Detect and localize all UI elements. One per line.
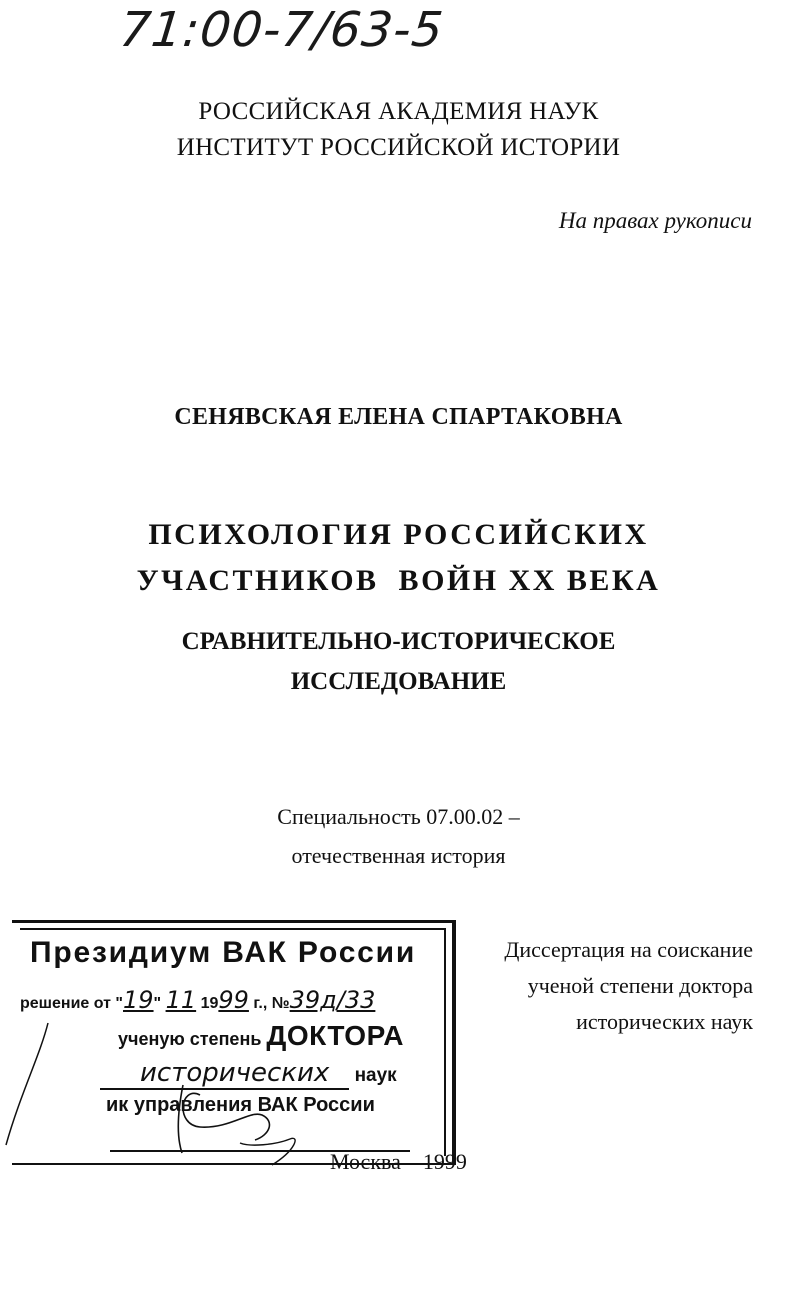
- stamp-field-handwritten: исторических: [100, 1058, 349, 1090]
- place-and-year: Москва – 1999: [330, 1149, 467, 1174]
- stamp-decision-line: [20, 986, 375, 1014]
- signature-scribble: [0, 1015, 320, 1175]
- degree-statement-line-3: исторических наук: [576, 1009, 753, 1034]
- archive-code-handwritten: 71:00-7/63-5: [117, 2, 447, 58]
- stamp-decision-number: 39д/33: [289, 986, 376, 1014]
- stamp-decision-number-prefix: г., №: [248, 995, 290, 1012]
- degree-statement-line-2: ученой степени доктора: [527, 973, 753, 998]
- manuscript-note: На правах рукописи: [558, 208, 752, 233]
- specialty-name: отечественная история: [291, 843, 506, 868]
- organization-line-2: ИНСТИТУТ РОССИЙСКОЙ ИСТОРИИ: [176, 134, 621, 161]
- subtitle-line-1: СРАВНИТЕЛЬНО-ИСТОРИЧЕСКОЕ: [181, 628, 616, 655]
- stamp-decision-month: 11: [165, 986, 197, 1014]
- stamp-signer: ик управления ВАК России: [106, 1094, 375, 1116]
- stamp-decision-sep: ": [153, 995, 166, 1012]
- stamp-decision-year: 99: [218, 986, 249, 1014]
- specialty-code: Специальность 07.00.02 –: [277, 804, 520, 829]
- stamp-decision-day: 19: [123, 986, 154, 1014]
- dissertation-title-line-1: ПСИХОЛОГИЯ РОССИЙСКИХ: [148, 518, 649, 551]
- stamp-award-prefix: ученую степень: [118, 1029, 267, 1049]
- stamp-field-suffix: наук: [349, 1065, 397, 1086]
- author-name: СЕНЯВСКАЯ ЕЛЕНА СПАРТАКОВНА: [174, 404, 623, 430]
- organization-line-1: РОССИЙСКАЯ АКАДЕМИЯ НАУК: [198, 98, 599, 125]
- degree-statement-line-1: Диссертация на соискание: [504, 937, 753, 962]
- stamp-heading: Президиум ВАК России: [30, 936, 417, 969]
- stamp-decision-prefix: решение от ": [20, 995, 123, 1012]
- stamp-award-degree: ДОКТОРА: [266, 1020, 405, 1051]
- stamp-decision-year-prefix: 19: [196, 995, 219, 1012]
- dissertation-title-line-2: УЧАСТНИКОВ ВОЙН XX ВЕКА: [136, 564, 661, 597]
- subtitle-line-2: ИССЛЕДОВАНИЕ: [290, 668, 507, 695]
- vak-stamp: [0, 920, 460, 1165]
